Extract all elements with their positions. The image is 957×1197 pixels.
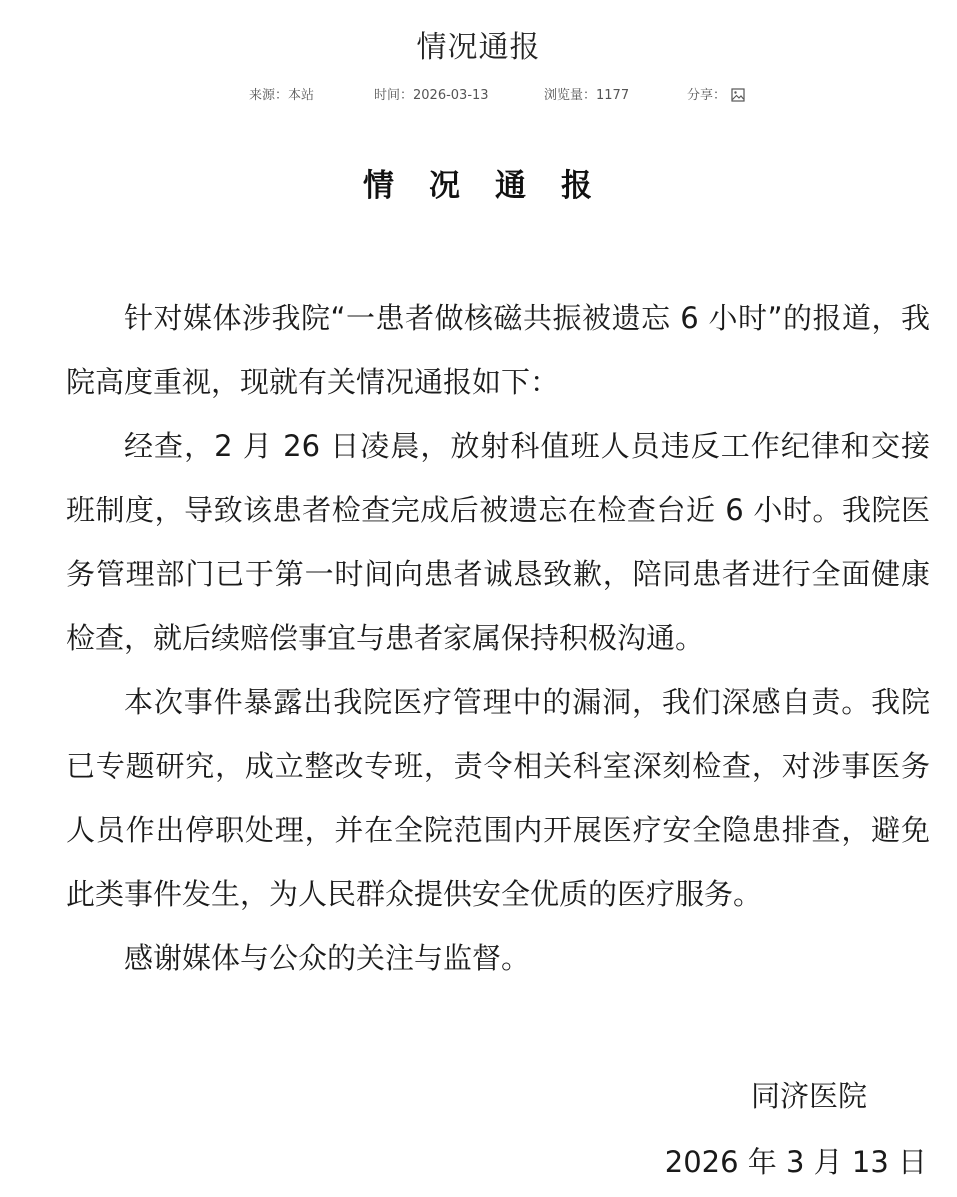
article-meta (0, 86, 957, 106)
signature: 同济医院 (750, 1079, 867, 1113)
page-title: 情况通报 (416, 30, 541, 65)
image-icon[interactable] (731, 88, 745, 102)
paragraph: 经查，2 月 26 日凌晨，放射科值班人员违反工作纪律和交接班制度，导致该患者检查完成后被遗忘在检查台近 6 小时。我院医务管理部门已于第一时间向患者诚恳致歉，陪同患者进行全面健康检查，就后续赔偿事宜与患者家属保持积极沟通。 (66, 429, 930, 655)
paragraph: 本次事件暴露出我院医疗管理中的漏洞，我们深感自责。我院已专题研究，成立整改专班，责令相关科室深刻检查，对涉事医务人员作出停职处理，并在全院范围内开展医疗安全隐患排查，避免此类事件发生，为人民群众提供安全优质的医疗服务。 (66, 685, 930, 911)
document-date: 2026 年 3 月 13 日 (664, 1145, 927, 1179)
document-body (66, 286, 930, 990)
meta-share-label: 分享： (687, 88, 727, 103)
meta-source: 来源：本站 (249, 88, 315, 103)
paragraph: 针对媒体涉我院“一患者做核磁共振被遗忘 6 小时”的报道，我院高度重视，现就有关情况通报如下： (66, 301, 930, 399)
meta-views: 浏览量：1177 (544, 88, 630, 103)
paragraph: 感谢媒体与公众的关注与监督。 (124, 941, 531, 975)
meta-time: 时间：2026-03-13 (374, 88, 489, 103)
document-heading: 情 况 通 报 (363, 168, 594, 204)
